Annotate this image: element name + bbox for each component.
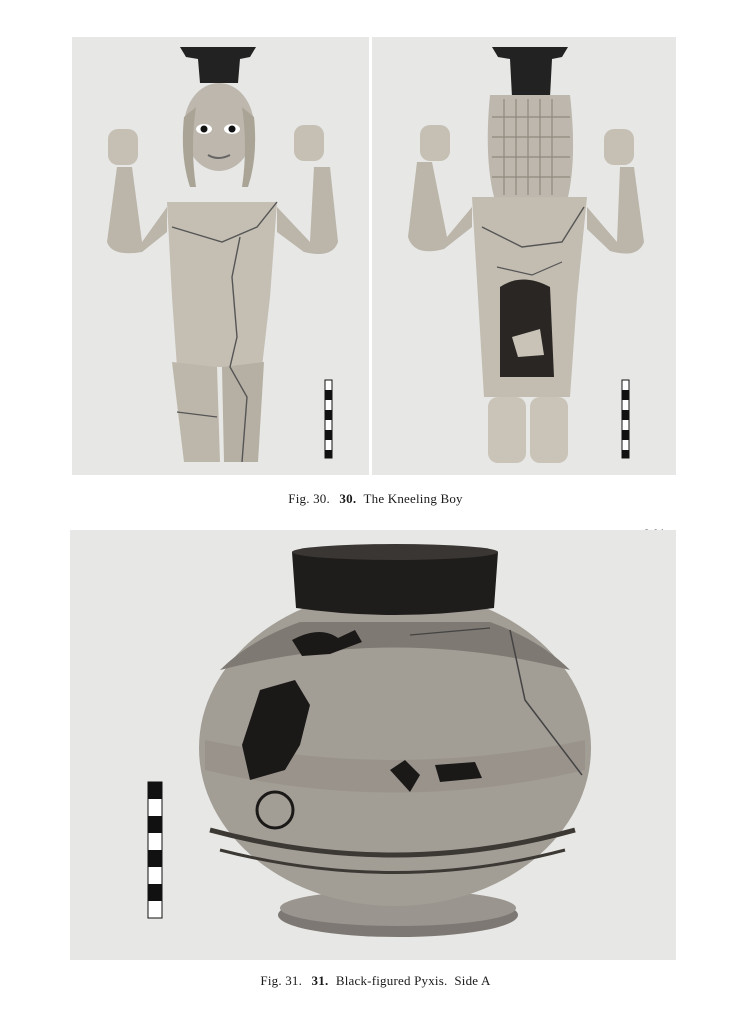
figure-31-title: Black-figured Pyxis. Side A xyxy=(335,973,491,988)
photo-kneeling-boy-front xyxy=(72,37,369,475)
figure-31-number: 31. xyxy=(311,973,329,988)
figure-30-title: The Kneeling Boy xyxy=(363,491,463,506)
figure-30-label: Fig. 30. xyxy=(288,491,330,506)
kneeling-boy-back-figure xyxy=(372,37,676,475)
kneeling-boy-front-figure xyxy=(72,37,369,475)
photo-pyxis xyxy=(70,530,676,960)
pyxis-vessel xyxy=(70,530,676,960)
figure-31-label: Fig. 31. xyxy=(260,973,303,988)
photo-kneeling-boy-back xyxy=(372,37,676,475)
figure-30-caption xyxy=(0,491,751,507)
figure-31-caption xyxy=(0,973,751,989)
figure-30-number: 30. xyxy=(339,491,357,506)
